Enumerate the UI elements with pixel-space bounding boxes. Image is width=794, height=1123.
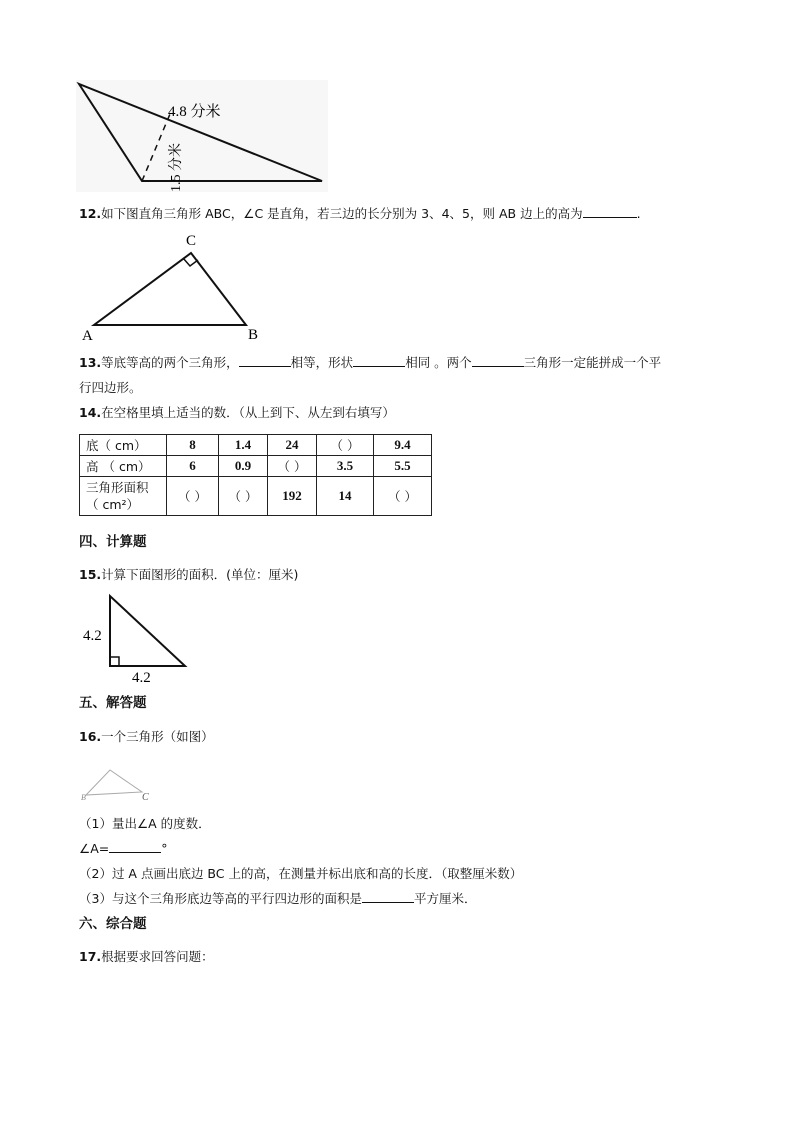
q14-number: 14. — [79, 405, 102, 420]
section-4-heading: 四、计算题 — [79, 534, 147, 550]
section-5-heading: 五、解答题 — [79, 695, 147, 711]
q16-angle-blank[interactable] — [109, 840, 161, 853]
cell-area-1[interactable]: （ ） — [167, 477, 219, 516]
q12-text — [79, 205, 641, 223]
figure-top-triangle — [76, 80, 328, 192]
q16-sub1: （1）量出∠A 的度数． — [79, 816, 211, 831]
q15-right-angle-mark — [110, 657, 119, 666]
cell-area-2[interactable]: （ ） — [219, 477, 268, 516]
q16-sub2: （2）过 A 点画出底边 BC 上的高，在测量并标出底和高的长度．（取整厘米数） — [79, 866, 523, 881]
q13-number: 13. — [79, 355, 102, 370]
q15-side-label: 4.2 — [83, 628, 102, 644]
q13-blank-2[interactable] — [353, 354, 405, 367]
q16-triangle-shape — [86, 770, 142, 795]
figure-q12-right-triangle — [78, 228, 278, 346]
row-label-area-unit: （ cm²） — [86, 497, 140, 512]
q17-stem: 根据要求回答问题： — [101, 949, 214, 964]
table-row-area — [80, 477, 432, 516]
row-label-height: 高 （ cm） — [80, 456, 167, 477]
q12-stem: 如下图直角三角形 ABC，∠C 是直角，若三边的长分别为 3、4、5，则 AB 边上的高为 — [101, 206, 583, 221]
q13-blank-3[interactable] — [472, 354, 524, 367]
row-label-area — [80, 477, 167, 516]
q15-text — [79, 566, 298, 584]
q14-table — [79, 434, 432, 516]
q16-angle-prefix: ∠A= — [79, 841, 110, 856]
row-label-base: 底（ cm） — [80, 435, 167, 456]
q15-stem: 计算下面图形的面积．(单位：厘米) — [101, 567, 299, 582]
q15-triangle-shape — [110, 596, 185, 666]
q12-label-b: B — [248, 327, 259, 343]
q13-part2: 相等，形状 — [290, 355, 354, 370]
q16-text — [79, 728, 214, 746]
cell-height-1: 6 — [167, 456, 219, 477]
row-label-area-text: 三角形面积 — [86, 480, 149, 495]
q16-sub3-end: 平方厘米． — [413, 891, 477, 906]
q13-part1: 等底等高的两个三角形， — [101, 355, 239, 370]
q15-number: 15. — [79, 567, 102, 582]
cell-base-3: 24 — [268, 435, 317, 456]
q13-line1 — [79, 354, 661, 372]
q12-label-c: C — [186, 233, 197, 249]
q14-stem: 在空格里填上适当的数．（从上到下、从左到右填写） — [101, 405, 395, 420]
top-triangle-height-line — [142, 114, 170, 181]
q13-blank-1[interactable] — [239, 354, 291, 367]
cell-area-4: 14 — [317, 477, 374, 516]
q12-label-a: A — [82, 328, 93, 344]
q14-text — [79, 404, 395, 422]
q12-number: 12. — [79, 206, 102, 221]
top-base-label: 4.8 分米 — [168, 104, 221, 120]
q12-triangle-svg — [78, 228, 278, 346]
cell-height-5: 5.5 — [374, 456, 432, 477]
q16-sub3 — [79, 890, 476, 908]
cell-base-4[interactable]: （ ） — [317, 435, 374, 456]
q12-answer-blank[interactable] — [583, 205, 637, 218]
q16-number: 16. — [79, 729, 102, 744]
q12-triangle-shape — [94, 253, 246, 325]
q13-part3: 相同 。两个 — [405, 355, 472, 370]
q16-sub3-stem: （3）与这个三角形底边等高的平行四边形的面积是 — [79, 891, 362, 906]
top-triangle-shape — [79, 84, 322, 181]
q13-line2: 行四边形。 — [79, 380, 142, 395]
figure-q16-triangle — [76, 762, 156, 804]
top-height-label: 1.5 分米 — [169, 143, 184, 192]
cell-height-2: 0.9 — [219, 456, 268, 477]
section-6-heading: 六、综合题 — [79, 916, 147, 932]
q16-label-c: C — [142, 792, 149, 803]
cell-area-5[interactable]: （ ） — [374, 477, 432, 516]
q16-stem: 一个三角形（如图） — [101, 729, 214, 744]
cell-area-3: 192 — [268, 477, 317, 516]
q16-triangle-svg — [76, 762, 156, 804]
q16-angle-answer — [79, 840, 167, 858]
q16-area-blank[interactable] — [362, 890, 414, 903]
q15-base-label: 4.2 — [132, 670, 151, 686]
q16-label-b: B — [81, 793, 86, 802]
figure-q15-right-triangle — [80, 592, 200, 688]
q16-angle-suffix: ° — [161, 841, 168, 856]
table-row-base — [80, 435, 432, 456]
cell-height-3[interactable]: （ ） — [268, 456, 317, 477]
cell-height-4: 3.5 — [317, 456, 374, 477]
q17-number: 17. — [79, 949, 102, 964]
q15-triangle-svg — [80, 592, 200, 688]
q12-end: . — [636, 206, 641, 221]
cell-base-1: 8 — [167, 435, 219, 456]
q13-part4: 三角形一定能拼成一个平 — [523, 355, 662, 370]
cell-base-2: 1.4 — [219, 435, 268, 456]
cell-base-5: 9.4 — [374, 435, 432, 456]
top-triangle-svg — [76, 80, 328, 192]
table-row-height — [80, 456, 432, 477]
q17-text — [79, 948, 214, 966]
